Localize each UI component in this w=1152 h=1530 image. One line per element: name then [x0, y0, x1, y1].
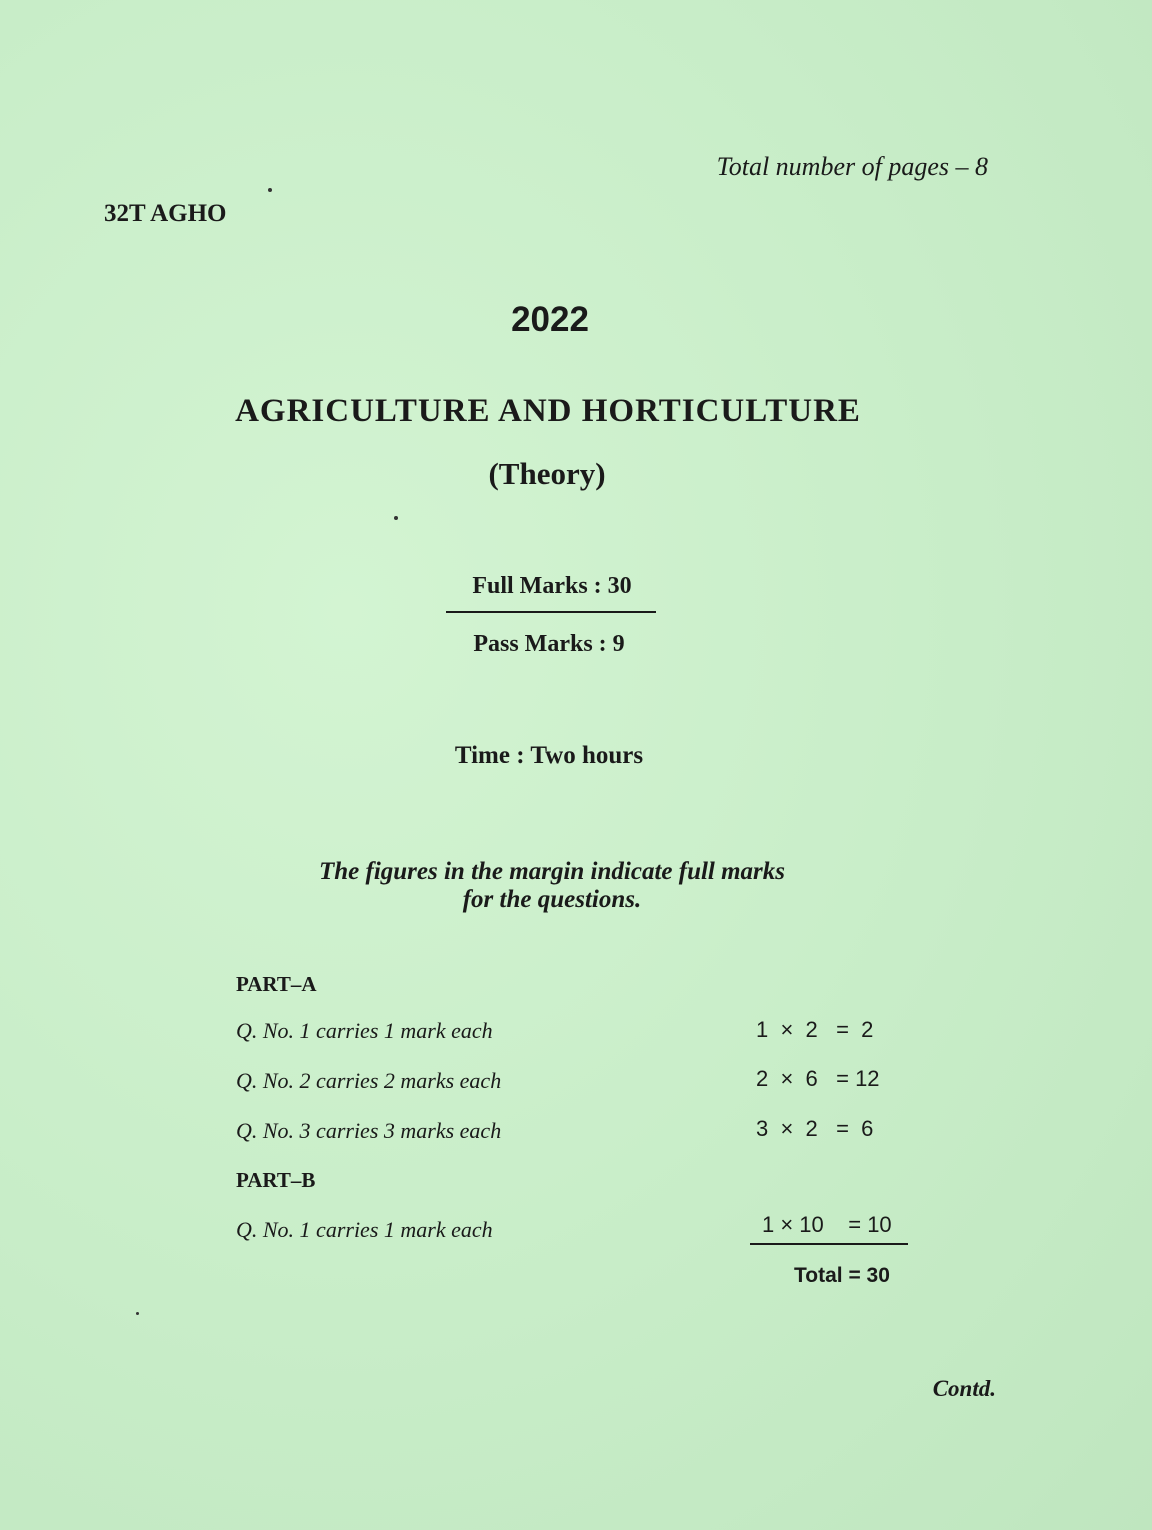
speck	[136, 1312, 139, 1315]
instructions-line-2: for the questions.	[462, 886, 642, 913]
total-divider	[750, 1243, 908, 1245]
marks-divider	[446, 611, 656, 613]
part-a-q2-label: Q. No. 2 carries 2 marks each	[236, 1068, 502, 1093]
reverse-page-bleed-through	[80, 170, 1080, 1430]
speck	[268, 188, 272, 192]
part-a-q2-marks: 2 × 6 = 12	[756, 1066, 880, 1091]
total-marks: Total = 30	[794, 1264, 890, 1287]
speck	[394, 516, 398, 520]
continued-note: Contd.	[932, 1376, 996, 1401]
part-a-q1-marks: 1 × 2 = 2	[756, 1017, 874, 1042]
part-b-heading: PART–B	[236, 1168, 316, 1192]
full-marks: Full Marks : 30	[472, 573, 632, 599]
instructions	[0, 858, 1104, 914]
part-a-q3-label: Q. No. 3 carries 3 marks each	[236, 1118, 502, 1143]
subject-title: AGRICULTURE AND HORTICULTURE	[235, 393, 861, 429]
paper-code: 32T AGHO	[104, 200, 227, 227]
part-b-q1-marks: 1 × 10 = 10	[762, 1212, 892, 1237]
time-allowed: Time : Two hours	[454, 742, 644, 769]
part-a-q1-label: Q. No. 1 carries 1 mark each	[236, 1018, 493, 1043]
paper-type: (Theory)	[488, 456, 606, 491]
part-b-q1-label: Q. No. 1 carries 1 mark each	[236, 1217, 493, 1242]
exam-year: 2022	[511, 300, 589, 339]
pass-marks: Pass Marks : 9	[473, 631, 625, 657]
instructions-line-1: The figures in the margin indicate full marks	[318, 858, 786, 885]
part-a-heading: PART–A	[236, 972, 317, 996]
total-pages-note: Total number of pages – 8	[716, 152, 988, 181]
part-a-q3-marks: 3 × 2 = 6	[756, 1116, 874, 1141]
